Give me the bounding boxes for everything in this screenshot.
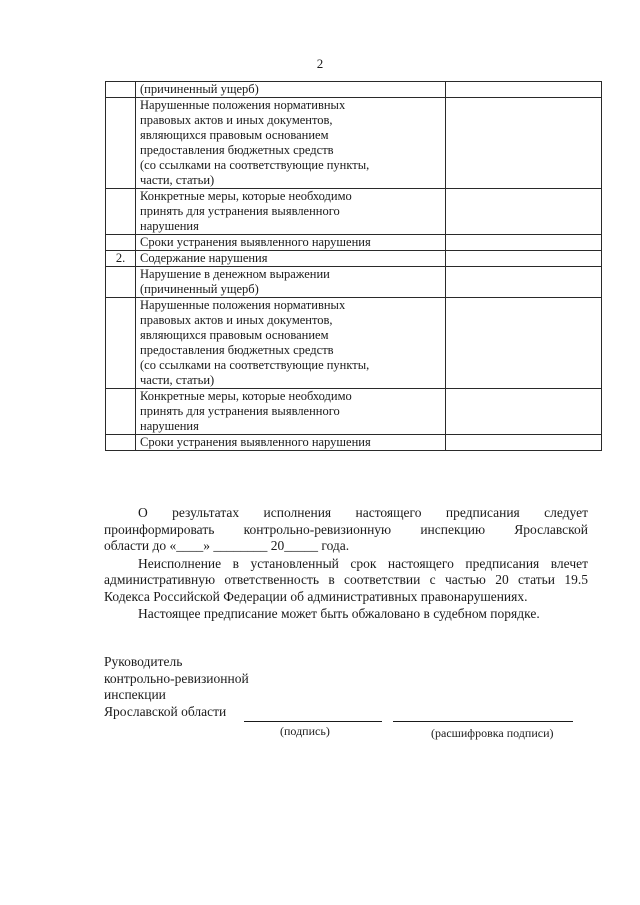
signature-line <box>244 721 382 722</box>
row-value-cell <box>446 251 602 267</box>
description-line: Содержание нарушения <box>140 251 268 265</box>
row-number-cell <box>106 82 136 98</box>
signature-block <box>104 654 584 720</box>
description-line: Сроки устранения выявленного нарушения <box>140 435 371 449</box>
description-line: Сроки устранения выявленного нарушения <box>140 235 371 249</box>
row-description-cell <box>136 98 446 189</box>
row-value-cell <box>446 82 602 98</box>
liability-line-1: Неисполнение в установленный срок настоящего предписания влечет <box>138 555 588 571</box>
deadline-line-1: О результатах исполнения настоящего предписания следует <box>138 505 588 520</box>
row-value-cell <box>446 235 602 251</box>
description-line: нарушения <box>140 419 199 433</box>
row-description-cell <box>136 189 446 235</box>
row-value-cell <box>446 189 602 235</box>
description-line: Конкретные меры, которые необходимо <box>140 389 352 403</box>
table-row <box>106 389 602 435</box>
description-line: (со ссылками на соответствующие пункты, <box>140 358 370 372</box>
description-line: (со ссылками на соответствующие пункты, <box>140 158 370 172</box>
row-number-cell <box>106 389 136 435</box>
row-number-cell <box>106 267 136 298</box>
row-description-cell <box>136 235 446 251</box>
description-line: Нарушение в денежном выражении <box>140 267 330 281</box>
signature-caption: (подпись) <box>280 724 330 738</box>
table-row <box>106 298 602 389</box>
description-line: (причиненный ущерб) <box>140 282 259 296</box>
signature-decode-line <box>393 721 573 722</box>
description-line: правовых актов и иных документов, <box>140 113 333 127</box>
row-value-cell <box>446 98 602 189</box>
row-description-cell <box>136 267 446 298</box>
description-line: нарушения <box>140 219 199 233</box>
violations-table-body <box>106 82 602 451</box>
liability-line-2: административную ответственность в соответствии с частью 20 статьи 19.5 <box>104 572 588 587</box>
row-description-cell <box>136 251 446 267</box>
description-line: принять для устранения выявленного <box>140 404 340 418</box>
table-row <box>106 189 602 235</box>
row-number-cell <box>106 298 136 389</box>
description-line: Конкретные меры, которые необходимо <box>140 189 352 203</box>
liability-line-3: Кодекса Российской Федерации об административных правонарушениях. <box>104 588 528 604</box>
instructions-text <box>104 505 588 623</box>
signatory-title-1: Руководитель <box>104 654 183 669</box>
row-description-cell <box>136 435 446 451</box>
description-line: предоставления бюджетных средств <box>140 343 334 357</box>
page-number: 2 <box>316 56 324 71</box>
row-value-cell <box>446 267 602 298</box>
row-description-cell <box>136 298 446 389</box>
row-description-cell <box>136 389 446 435</box>
appeal-line: Настоящее предписание может быть обжаловано в судебном порядке. <box>138 606 540 621</box>
row-number-cell <box>106 98 136 189</box>
table-row <box>106 251 602 267</box>
description-line: предоставления бюджетных средств <box>140 143 334 157</box>
row-number-cell: 2. <box>106 251 136 267</box>
signatory-title-4: Ярославской области <box>104 703 227 719</box>
description-line: Нарушенные положения нормативных <box>140 298 346 312</box>
table-row <box>106 98 602 189</box>
appeal-paragraph <box>104 606 588 623</box>
description-line: (причиненный ущерб) <box>140 82 259 96</box>
row-number-cell <box>106 235 136 251</box>
row-number-cell <box>106 189 136 235</box>
signatory-title-3: инспекции <box>104 687 166 702</box>
deadline-line-2: проинформировать контрольно-ревизионную инспекцию Ярославской <box>104 521 588 537</box>
description-line: являющихся правовым основанием <box>140 328 329 342</box>
description-line: Нарушенные положения нормативных <box>140 98 346 112</box>
signatory-title-2: контрольно-ревизионной <box>104 670 249 686</box>
description-line: принять для устранения выявленного <box>140 204 340 218</box>
row-value-cell <box>446 298 602 389</box>
table-row <box>106 235 602 251</box>
liability-paragraph <box>104 556 588 606</box>
table-row <box>106 267 602 298</box>
deadline-paragraph <box>104 505 588 555</box>
signature-decode-caption: (расшифровка подписи) <box>431 726 554 740</box>
table-row <box>106 435 602 451</box>
table-row <box>106 82 602 98</box>
description-line: являющихся правовым основанием <box>140 128 329 142</box>
row-value-cell <box>446 389 602 435</box>
description-line: правовых актов и иных документов, <box>140 313 333 327</box>
row-number-cell <box>106 435 136 451</box>
row-value-cell <box>446 435 602 451</box>
row-description-cell <box>136 82 446 98</box>
violations-table <box>105 81 602 451</box>
description-line: части, статьи) <box>140 373 215 387</box>
description-line: части, статьи) <box>140 173 215 187</box>
deadline-line-3: области до «____» ________ 20_____ года. <box>104 538 350 553</box>
